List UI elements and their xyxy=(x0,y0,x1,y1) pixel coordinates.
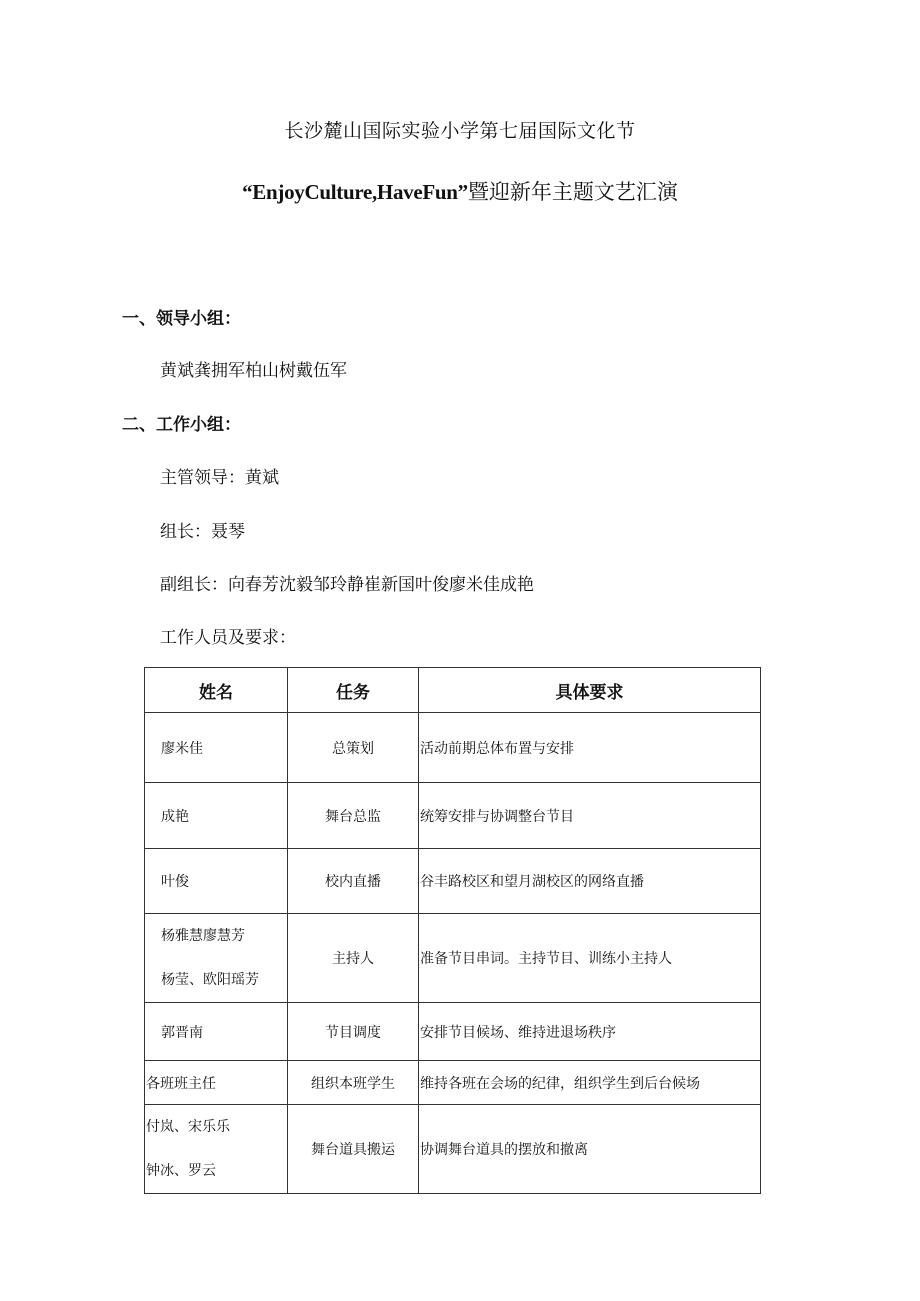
cell-name xyxy=(145,1105,288,1194)
section-heading-leadership: 一、领导小组： xyxy=(122,309,241,329)
cell-task: 校内直播 xyxy=(288,849,419,914)
cell-name: 各班班主任 xyxy=(145,1061,288,1105)
cell-requirement: 安排节目候场、维持进退场秩序 xyxy=(419,1003,761,1061)
cell-name-line2: 杨莹、欧阳瑶芳 xyxy=(161,972,259,988)
deputy-leaders: 副组长：向春芳沈毅邹玲静崔新国叶俊廖米佳成艳 xyxy=(160,575,534,595)
header-requirements: 具体要求 xyxy=(419,668,761,713)
cell-name: 郭晋南 xyxy=(145,1003,288,1061)
cell-requirement: 谷丰路校区和望月湖校区的网络直播 xyxy=(419,849,761,914)
cell-name-line1: 付岚、宋乐乐 xyxy=(146,1119,230,1135)
supervising-leader: 主管领导：黄斌 xyxy=(160,468,279,488)
table-row xyxy=(145,783,761,849)
title-english-slogan: “EnjoyCulture,HaveFun” xyxy=(242,180,468,204)
table-row xyxy=(145,1105,761,1194)
staff-intro: 工作人员及要求： xyxy=(160,628,296,648)
document-title-line2 xyxy=(0,176,920,206)
cell-name-line2: 钟冰、罗云 xyxy=(146,1163,216,1179)
title-chinese-subtitle: 暨迎新年主题文艺汇演 xyxy=(467,180,678,204)
cell-requirement: 维持各班在会场的纪律，组织学生到后台候场 xyxy=(419,1061,761,1105)
cell-name: 成艳 xyxy=(145,783,288,849)
cell-task: 舞台总监 xyxy=(288,783,419,849)
staff-table xyxy=(144,667,761,1194)
cell-requirement: 协调舞台道具的摆放和撤离 xyxy=(419,1105,761,1194)
cell-name: 廖米佳 xyxy=(145,713,288,783)
table-row xyxy=(145,713,761,783)
section-heading-working-group: 二、工作小组： xyxy=(122,415,241,435)
cell-name xyxy=(145,914,288,1003)
cell-requirement: 统筹安排与协调整台节目 xyxy=(419,783,761,849)
table-header-row xyxy=(145,668,761,713)
cell-name: 叶俊 xyxy=(145,849,288,914)
cell-task: 主持人 xyxy=(288,914,419,1003)
cell-task: 总策划 xyxy=(288,713,419,783)
table-row xyxy=(145,1061,761,1105)
table-row xyxy=(145,849,761,914)
cell-task: 组织本班学生 xyxy=(288,1061,419,1105)
table-row xyxy=(145,914,761,1003)
cell-requirement: 活动前期总体布置与安排 xyxy=(419,713,761,783)
cell-requirement: 准备节目串词。主持节目、训练小主持人 xyxy=(419,914,761,1003)
leadership-members: 黄斌龚拥军柏山树戴伍军 xyxy=(160,361,347,381)
cell-task: 舞台道具搬运 xyxy=(288,1105,419,1194)
table-row xyxy=(145,1003,761,1061)
group-leader: 组长：聂琴 xyxy=(160,522,245,542)
cell-task: 节目调度 xyxy=(288,1003,419,1061)
document-title-line1: 长沙麓山国际实验小学第七届国际文化节 xyxy=(284,120,636,142)
header-name: 姓名 xyxy=(145,668,288,713)
header-task: 任务 xyxy=(288,668,419,713)
cell-name-line1: 杨雅慧廖慧芳 xyxy=(161,928,245,944)
